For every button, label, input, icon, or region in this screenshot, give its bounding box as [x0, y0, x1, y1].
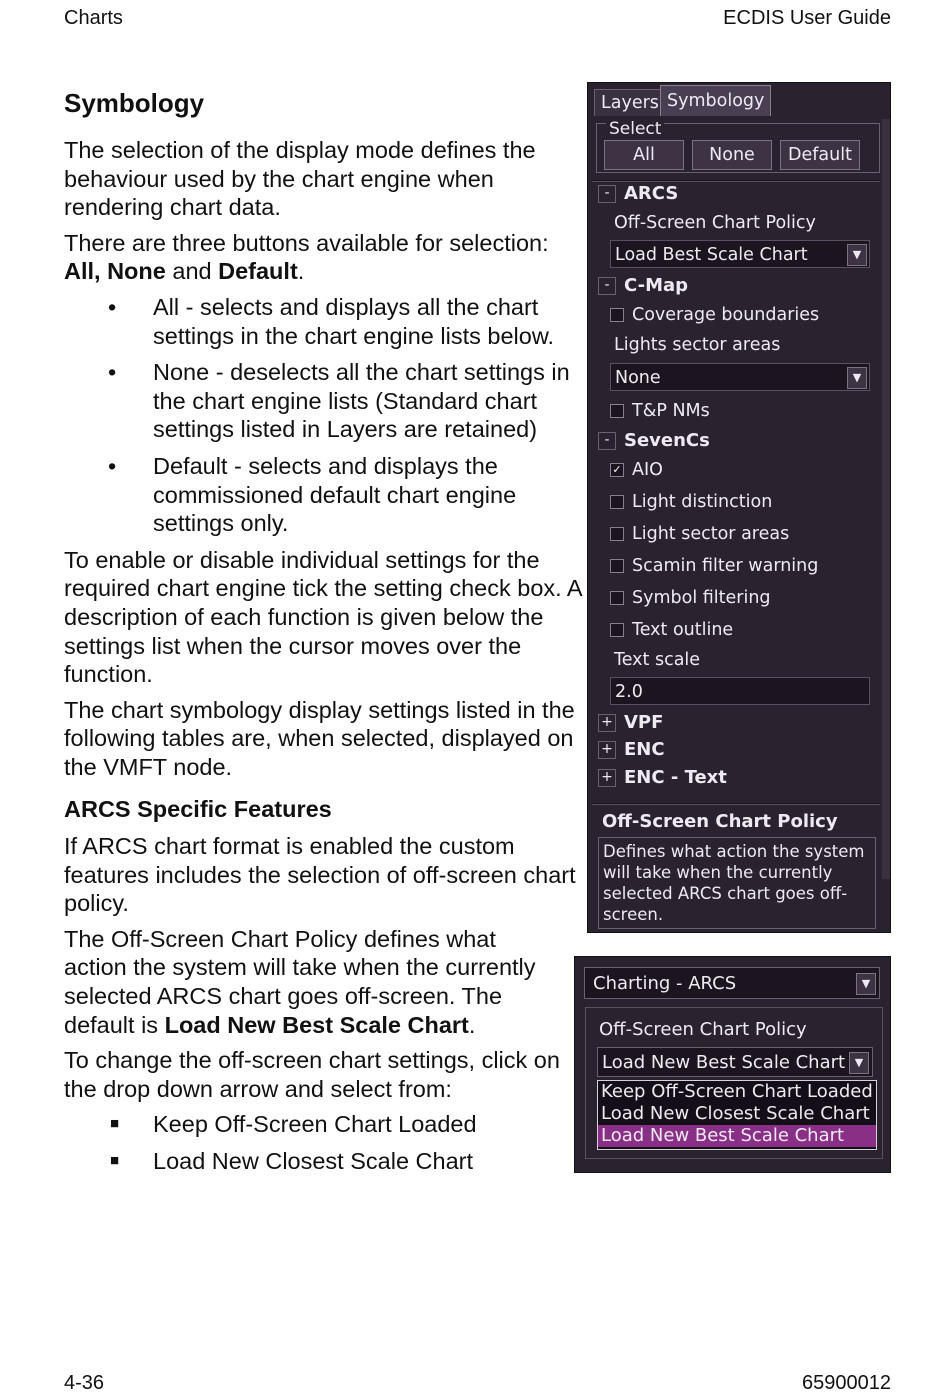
select-group-label: Select [606, 119, 664, 139]
dropdown-arrow-icon[interactable]: ▼ [847, 367, 867, 389]
arcs-policy-panel [574, 956, 891, 1173]
section-heading: Symbology [64, 88, 205, 118]
running-header-left: Charts [64, 7, 123, 29]
list-item: ■ Load New Closest Scale Chart [110, 1148, 474, 1174]
policy-options-list [597, 1080, 877, 1150]
section-arcs[interactable]: - ARCS [598, 181, 678, 207]
body-text-column [64, 88, 586, 1184]
all-button[interactable]: All [604, 140, 684, 170]
checkbox-text-outline[interactable]: Text outline [610, 618, 733, 642]
collapse-icon[interactable]: - [598, 185, 616, 203]
text-scale-label: Text scale [614, 650, 701, 670]
list-item: • Default - selects and displays the commissioned default chart engine settings only. [108, 452, 517, 537]
list-item: • All - selects and displays all the chart settings in the chart engine lists below. [108, 293, 555, 349]
page-number: 4-36 [64, 1372, 105, 1394]
checkmark-icon: ✓ [610, 463, 624, 477]
checkbox-icon [610, 404, 624, 418]
expand-icon: + [598, 769, 616, 787]
description-box: Defines what action the system will take when the currently selected ARCS chart goes off-screen. [598, 837, 876, 929]
lights-sector-label: Lights sector areas [614, 335, 781, 355]
checkbox-tp-nms[interactable]: T&P NMs [610, 399, 710, 423]
arcs-policy-label: Off-Screen Chart Policy [614, 213, 816, 233]
checkbox-icon [610, 623, 624, 637]
option-keep-loaded[interactable]: Keep Off-Screen Chart Loaded [601, 1081, 873, 1102]
checkbox-icon [610, 527, 624, 541]
dropdown-arrow-icon[interactable]: ▼ [849, 1052, 869, 1074]
checkbox-icon [610, 591, 624, 605]
policy-dropdown[interactable]: Load New Best Scale Chart ▼ [597, 1047, 873, 1077]
section-enc[interactable]: + ENC [598, 737, 665, 763]
document-number: 65900012 [802, 1372, 891, 1394]
section-sevencs[interactable]: - SevenCs [598, 428, 710, 454]
square-bullet-list [64, 1110, 586, 1175]
paragraph: There are three buttons available for selection: All, None and Default. [64, 229, 549, 285]
bullet-list [64, 293, 586, 538]
expand-icon: + [598, 714, 616, 732]
checkbox-icon [610, 559, 624, 573]
subheading: ARCS Specific Features [64, 796, 332, 823]
tab-layers[interactable]: Layers [594, 89, 666, 116]
checkbox-icon [610, 308, 624, 322]
checkbox-light-sector-areas[interactable]: Light sector areas [610, 522, 789, 546]
default-button[interactable]: Default [780, 140, 860, 170]
symbology-panel [587, 82, 891, 933]
option-closest-scale[interactable]: Load New Closest Scale Chart [601, 1103, 870, 1124]
paragraph: If ARCS chart format is enabled the custom features includes the selection of off-screen chart policy. [64, 833, 576, 917]
description-title: Off-Screen Chart Policy [602, 811, 838, 832]
checkbox-coverage-boundaries[interactable]: Coverage boundaries [610, 303, 819, 327]
section-enc-text[interactable]: + ENC - Text [598, 765, 727, 791]
section-vpf[interactable]: + VPF [598, 710, 663, 736]
text-scale-input[interactable]: 2.0 [610, 677, 870, 705]
expand-icon: + [598, 741, 616, 759]
list-item: ■ Keep Off-Screen Chart Loaded [110, 1111, 477, 1138]
panel-scrollbar[interactable] [882, 119, 890, 879]
collapse-icon[interactable]: - [598, 432, 616, 450]
checkbox-scamin-filter[interactable]: Scamin filter warning [610, 554, 818, 578]
lights-sector-dropdown[interactable]: None ▼ [610, 363, 870, 391]
list-item: • None - deselects all the chart settings in the chart engine lists (Standard chart settings listed in Layers are retained) [108, 359, 570, 443]
arcs-policy-dropdown[interactable]: Load Best Scale Chart ▼ [610, 240, 870, 268]
paragraph: The Off-Screen Chart Policy defines what action the system will take when the currently selected ARCS chart goes off-screen. The default is Load New Best Scale Chart. [64, 925, 536, 1038]
checkbox-light-distinction[interactable]: Light distinction [610, 490, 772, 514]
checkbox-symbol-filtering[interactable]: Symbol filtering [610, 586, 771, 610]
paragraph: The selection of the display mode defines the behaviour used by the chart engine when rendering chart data. [64, 137, 536, 221]
running-header-right: ECDIS User Guide [723, 7, 891, 29]
collapse-icon[interactable]: - [598, 277, 616, 295]
charting-select[interactable]: Charting - ARCS ▼ [584, 967, 880, 999]
policy-label: Off-Screen Chart Policy [599, 1019, 807, 1040]
tab-symbology[interactable]: Symbology [660, 85, 771, 116]
option-best-scale[interactable]: Load New Best Scale Chart [598, 1125, 876, 1147]
none-button[interactable]: None [692, 140, 772, 170]
section-cmap[interactable]: - C-Map [598, 273, 688, 299]
paragraph: The chart symbology display settings listed in the following tables are, when selected, displayed on the VMFT node. [64, 696, 575, 780]
checkbox-aio[interactable]: ✓ AIO [610, 458, 663, 482]
checkbox-icon [610, 495, 624, 509]
dropdown-arrow-icon[interactable]: ▼ [856, 973, 876, 995]
paragraph: To enable or disable individual settings for the required chart engine tick the setting check box. A description of each function is given below the settings list when the cursor moves over the function. [64, 546, 582, 688]
paragraph: To change the off-screen chart settings, click on the drop down arrow and select from: [64, 1047, 560, 1102]
divider [592, 803, 880, 805]
dropdown-arrow-icon[interactable]: ▼ [847, 244, 867, 266]
